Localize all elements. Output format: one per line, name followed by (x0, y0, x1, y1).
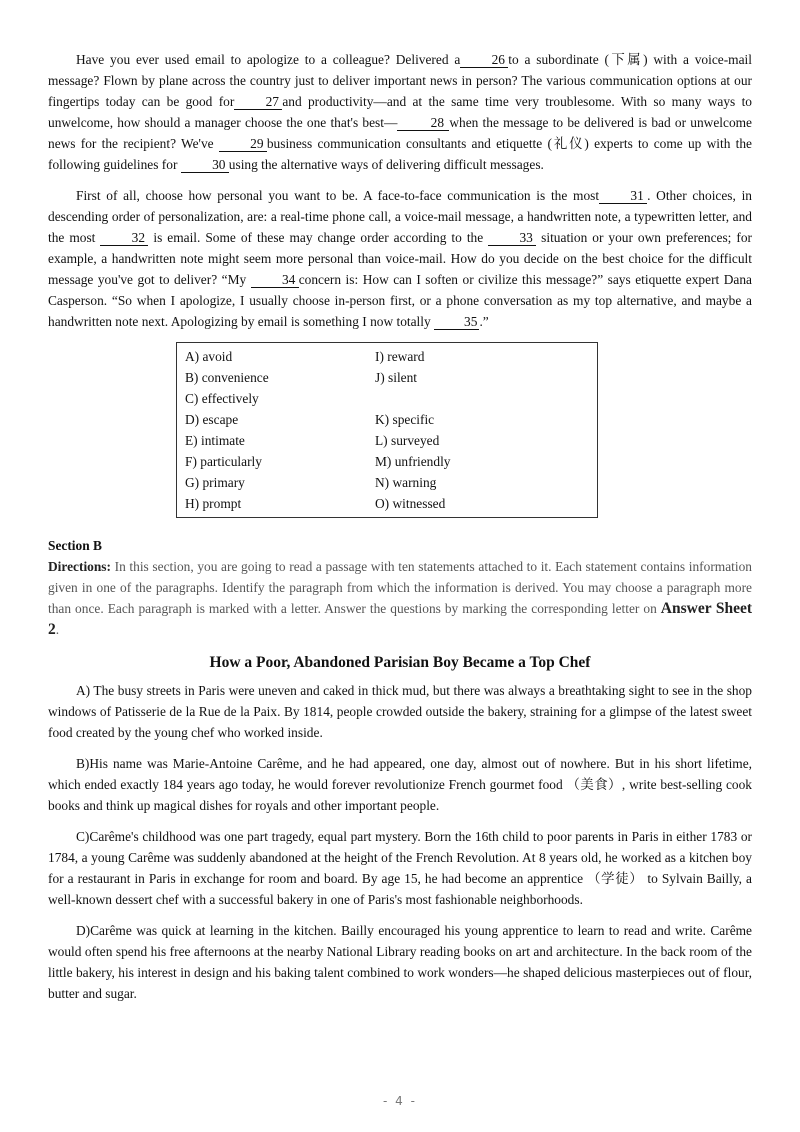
word-bank-row (185, 472, 597, 493)
text-run: First of all, choose how personal you want to be. A face-to-face communication is the most (76, 188, 600, 203)
passage-paragraph-1 (48, 49, 752, 175)
story-title: How a Poor, Abandoned Parisian Boy Became a Top Chef (209, 654, 591, 671)
text-run: is email. Some of these may change order according to the (148, 230, 489, 245)
word-option: O) witnessed (375, 496, 446, 511)
blank-26: 26 (460, 52, 508, 68)
section-b-directions (48, 556, 752, 640)
blank-29: 29 (219, 136, 267, 152)
text-run: concern is: How can I soften or civilize this message?” says etiquette expert Dana Casperson. “So when I apologize, I usually choose in-person first, or a phone conversation as my top alternative, and maybe a handwritten note next. Apologizing by email is something I now totally (48, 272, 753, 329)
blank-28: 28 (397, 115, 449, 131)
word-bank-row (185, 451, 597, 472)
word-option: C) effectively (185, 391, 259, 406)
word-bank-row (185, 367, 597, 388)
text-run: business communication consultants and etiquette (礼仪) experts to come up with the following guidelines for (48, 136, 752, 172)
story-paragraph-b: B)His name was Marie-Antoine Carême, and he had appeared, one day, almost out of nowhere. But in his short lifetime, which ended exactly 184 years ago today, he would forever revolutionize French gourmet food （美食）, write best-selling cook books and think up magical dishes for royals and other important people. (48, 756, 752, 813)
exam-page (48, 49, 752, 1004)
directions-label: Directions: (48, 559, 111, 574)
word-bank-row (185, 409, 597, 430)
word-option: I) reward (375, 349, 425, 364)
page-number: - 4 - (383, 1094, 417, 1108)
word-bank-row (185, 430, 597, 451)
word-option: N) warning (375, 475, 437, 490)
word-option: D) escape (185, 412, 239, 427)
word-bank-box (176, 342, 598, 518)
passage-paragraph-2 (48, 185, 752, 332)
word-bank-row (185, 388, 597, 409)
word-option: F) particularly (185, 454, 262, 469)
text-run: and productivity—and at the same time very troublesome. With so many ways to unwelcome, how should a manager choose the one that's best— (48, 94, 752, 130)
blank-31: 31 (599, 188, 647, 204)
text-run: . (55, 622, 60, 637)
blank-30: 30 (181, 157, 229, 173)
blank-35: 35 (434, 314, 479, 330)
word-option: E) intimate (185, 433, 245, 448)
word-option: G) primary (185, 475, 245, 490)
blank-27: 27 (234, 94, 282, 110)
answer-sheet-label: Answer Sheet 2 (48, 600, 752, 638)
text-run: .” (479, 314, 489, 329)
word-bank-row (185, 346, 597, 367)
word-option: A) avoid (185, 349, 233, 364)
section-b-title: Section B (48, 538, 102, 553)
blank-32: 32 (100, 230, 148, 246)
blank-34: 34 (251, 272, 299, 288)
blank-33: 33 (488, 230, 536, 246)
text-run: to a subordinate (下属) with a voice-mail message? Flown by plane across the country just to deliver important news in person? The various communication options at our fingertips today can be good for (48, 52, 752, 109)
text-run: using the alternative ways of delivering difficult messages. (228, 157, 544, 172)
word-option: M) unfriendly (375, 454, 451, 469)
word-option: B) convenience (185, 370, 269, 385)
text-run: when the message to be delivered is bad or unwelcome news for the recipient? We've (48, 115, 752, 151)
word-bank-row (185, 493, 597, 514)
story-paragraph-c: C)Carême's childhood was one part tragedy, equal part mystery. Born the 16th child to poor parents in Paris in either 1783 or 1784, a young Carême was suddenly abandoned at the height of the French Revolution. At 8 years old, he worked as a kitchen boy for a restaurant in Paris in exchange for room and board. By age 15, he had become an apprentice （学徒） to Sylvain Bailly, a well-known dessert chef with a successful bakery in one of Paris's most fashionable neighborhoods. (48, 829, 752, 907)
word-option: J) silent (375, 370, 418, 385)
word-option: L) surveyed (375, 433, 440, 448)
text-run: situation or your own preferences; for example, a handwritten note might seem more personal than voice-mail. How do you decide on the best choice for the difficult message you've got to deliver? “My (48, 230, 752, 287)
story-paragraph-d: D)Carême was quick at learning in the kitchen. Bailly encouraged his young apprentice to learn to read and write. Carême would often spend his free afternoons at the nearby National Library reading books on art and architecture. In the back room of the little bakery, his interest in design and his baking talent combined to work wonders—he shaped delicious masterpieces out of flour, butter and sugar. (48, 923, 752, 1001)
text-run: . Other choices, in descending order of personalization, are: a real-time phone call, a voice-mail message, a handwritten note, a typewritten letter, and the most (48, 188, 753, 245)
word-option: K) specific (375, 412, 435, 427)
story-paragraph-a: A) The busy streets in Paris were uneven and caked in thick mud, but there was always a breathtaking sight to see in the shop windows of Patisserie de la Rue de la Paix. By 1814, people crowded outside the bakery, straining for a glimpse of the latest sweet food created by the young chef who worked inside. (48, 683, 752, 740)
text-run: Have you ever used email to apologize to a colleague? Delivered a (76, 52, 461, 67)
directions-text: In this section, you are going to read a passage with ten statements attached to it. Each statement contains information given in one of the paragraphs. Identify the paragraph from which the information is derived. You may choose a paragraph more than once. Each paragraph is marked with a letter. Answer the questions by marking the corresponding letter on (48, 559, 752, 616)
word-option: H) prompt (185, 496, 242, 511)
